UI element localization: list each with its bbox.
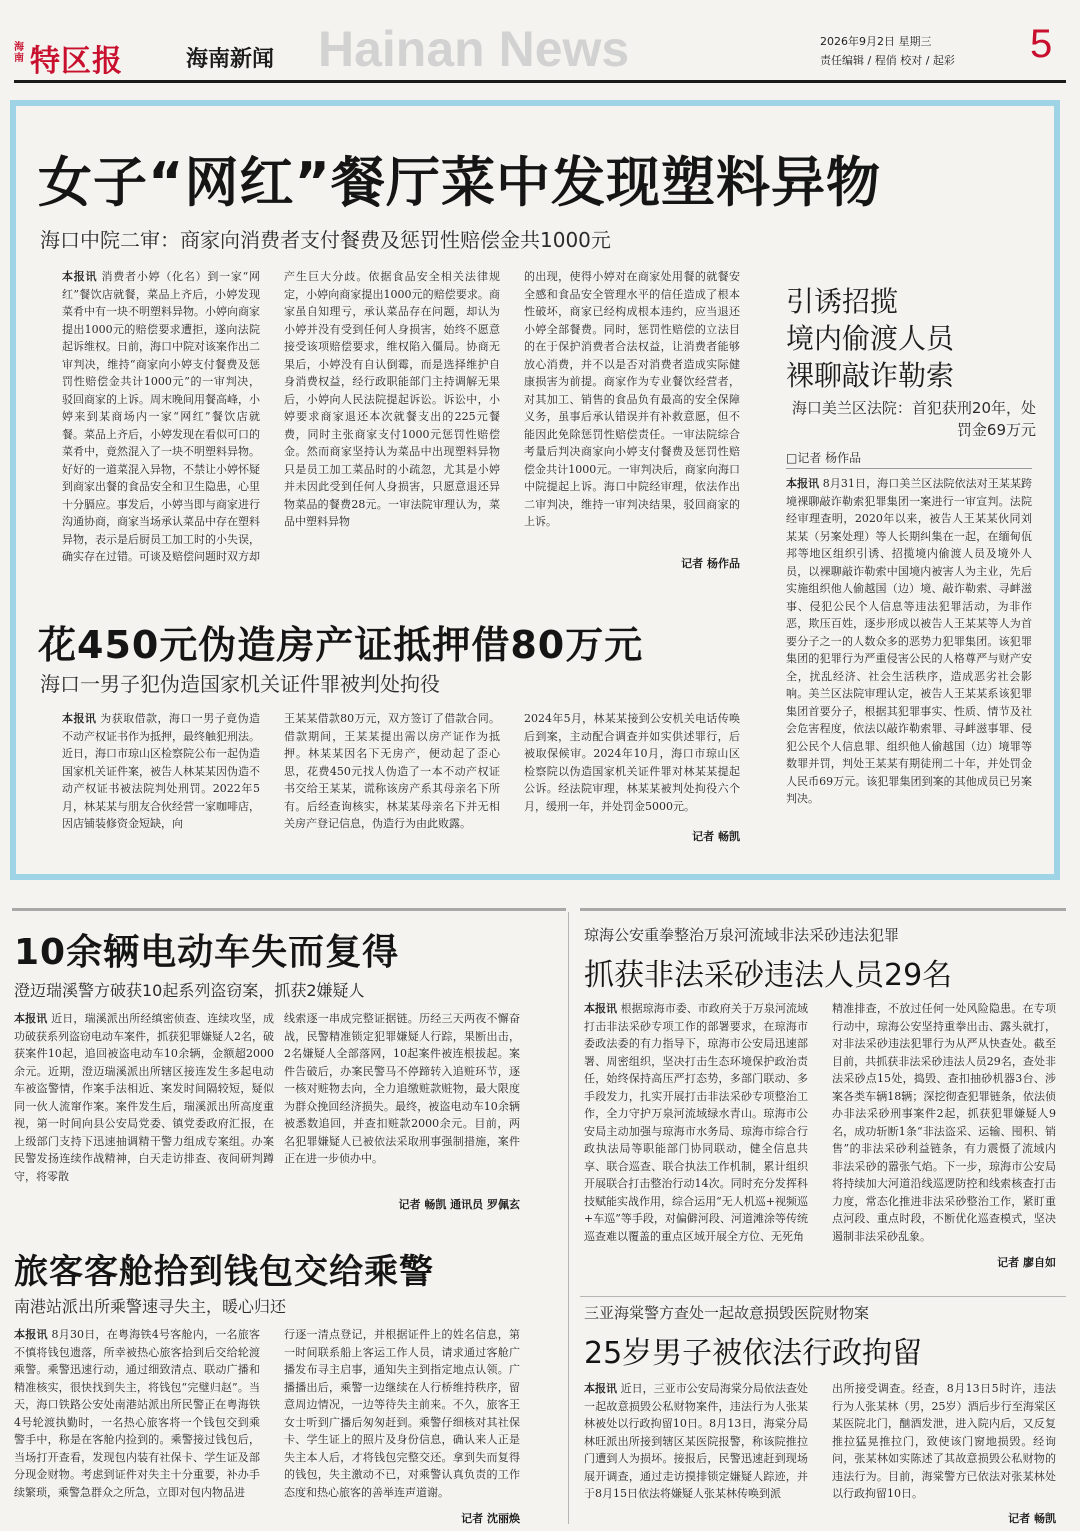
story3-headline-line-2: 境内偷渡人员 xyxy=(786,322,955,355)
story3-rule xyxy=(786,468,1032,469)
logo-small-text: 海南 xyxy=(14,42,24,64)
story6-col2-text: 精准排查，不放过任何一处风险隐患。在专项行动中，琼海公安坚持重拳出击、露头就打，对非法采砂违法犯罪行为从严从快查处。截至目前，共抓获非法采砂违法人员29名，查处非法采砂点15处，捣毁、查扣抽砂机器3台、涉案各类车辆18辆；深挖彻查犯罪链条，依法侦办非法采砂刑事案件2起，抓获犯罪嫌疑人9名，成功斩断1条“非法盗采、运输、囤积、销售”的非法采砂利益链条，有力震慑了流域内非法采砂的嚣张气焰。下一步，琼海市公安局将持续加大河道沿线巡逻防控和线索核查打击力度，常态化推进非法采砂整治工作，紧盯重点河段、重点时段，不断优化巡查模式，坚决遏制非法采砂乱象。 xyxy=(832,1002,1056,1243)
story3-headline-line-3: 裸聊敲诈勒索 xyxy=(786,359,955,392)
story5-column-2 xyxy=(284,1326,520,1506)
story3-headline-line-1: 引诱招揽 xyxy=(786,285,899,318)
story4-byline: 记者 畅凯 通讯员 罗佩玄 xyxy=(398,1198,520,1211)
story4-headline: 10余辆电动车失而复得 xyxy=(14,932,400,973)
story3-headline xyxy=(786,283,1046,394)
story5-byline: 记者 沈丽焕 xyxy=(461,1512,520,1525)
story3-subheadline: 海口美兰区法院：首犯获刑20年，处罚金69万元 xyxy=(791,399,1036,439)
story2-column-2 xyxy=(284,710,500,870)
story1-headline: 女子“网红”餐厅菜中发现塑料异物 xyxy=(38,151,881,214)
section-title-cn: 海南新闻 xyxy=(186,46,275,72)
story1-col3-text: 的出现，使得小婷对在商家处用餐的就餐安全感和食品安全管理水平的信任造成了根本性破坏，商家已经构成根本违约，应当退还小婷全部餐费。同时，惩罚性赔偿的立法目的在于保护消费者合法权益，让消费者能够放心消费，并不以是否对消费者造成实际健康损害为前提。商家作为专业餐饮经营者，对其加工、销售的食品负有最高的安全保障义务，虽事后承认错误并有补救意愿，但不能因此免除惩罚性赔偿责任。一审法院综合考量后判决商家向小婷支付餐费及惩罚性赔偿金共计1000元。一审判决后，商家向海口中院提起上诉。海口中院经审理，依法作出二审判决，维持一审判决结果，驳回商家的上诉。 xyxy=(524,270,740,528)
story4-column-2 xyxy=(284,1010,520,1188)
story7-headline: 25岁男子被依法行政拘留 xyxy=(584,1336,923,1371)
story5-column-1 xyxy=(14,1326,260,1526)
story7-column-1 xyxy=(584,1380,808,1524)
newspaper-logo xyxy=(14,36,164,79)
story6-column-1 xyxy=(584,1000,808,1298)
story1-column-3 xyxy=(524,268,740,552)
story2-byline: 记者 畅凯 xyxy=(692,830,740,843)
story3-reporter: □记者 杨作品 xyxy=(786,451,862,465)
story3-lead: 本报讯 xyxy=(786,477,820,490)
story7-rule xyxy=(580,1296,1066,1297)
story1-subheadline: 海口中院二审：商家向消费者支付餐费及惩罚性赔偿金共1000元 xyxy=(40,228,611,252)
story6-column-2 xyxy=(832,1000,1056,1250)
column-divider xyxy=(568,912,569,1524)
story7-lead: 本报讯 xyxy=(584,1382,618,1395)
story7-col2-text: 出所接受调查。经查，8月13日5时许，违法行为人张某林（男，25岁）酒后步行至海棠区某医院北门，酗酒发泄，进入院内后，又反复推拉猛晃推拉门，致使该门窗地损毁。经询问，张某林如实陈述了其故意损毁公私财物的违法行为。目前，海棠警方已依法对张某林处以行政拘留10日。 xyxy=(832,1382,1056,1500)
story6-kicker: 琼海公安重拳整治万泉河流域非法采砂违法犯罪 xyxy=(584,926,900,944)
logo-main-text: 特区报 xyxy=(30,44,123,79)
story7-byline: 记者 畅凯 xyxy=(1008,1512,1056,1525)
story4-lead: 本报讯 xyxy=(14,1012,48,1025)
story1-col2-text: 产生巨大分歧。依据食品安全相关法律规定，小婷向商家提出1000元的赔偿要求。商家虽自知理亏，承认菜品存在问题，却认为小婷并没有受到任何人身损害，始终不愿意接受该项赔偿要求，维权陷入僵局。协商无果后，小婷没有自认倒霉，而是选择维护自身消费权益，经行政职能部门主持调解无果后，小婷向人民法院提起诉讼。诉讼中，小婷要求商家退还本次就餐支出的225元餐费，同时主张商家支付1000元惩罚性赔偿金。然而商家坚持认为菜品中出现塑料异物只是员工加工菜品时的小疏忽，尤其是小婷并未因此受到任何人身损害，只愿意退还异物菜品的餐费28元。一审法院审理认为，菜品中塑料异物 xyxy=(284,270,500,528)
story6-headline: 抓获非法采砂违法人员29名 xyxy=(584,958,953,993)
story6-byline: 记者 廖自如 xyxy=(997,1256,1056,1269)
band-rule-right xyxy=(580,908,1066,911)
story2-headline: 花450元伪造房产证抵押借80万元 xyxy=(38,623,644,667)
band-rule-left xyxy=(12,908,566,911)
story4-col2-text: 线索逐一串成完整证据链。历经三天两夜不懈奋战，民警精准锁定犯罪嫌疑人行踪，果断出击，2名嫌疑人全部落网，10起案件被连根拔起。案件告破后，办案民警马不停蹄转入追赃环节，逐一核对赃物去向，全力追缴赃款赃物，最大限度为群众挽回经济损失。最终，被盗电动车10余辆被悉数追回，并查扣赃款2000余元。目前，两名犯罪嫌疑人已被依法采取刑事强制措施，案件正在进一步侦办中。 xyxy=(284,1012,520,1165)
story5-col2-text: 行逐一清点登记，并根据证件上的姓名信息，第一时间联系船上客运工作人员，请求通过客舱广播发布寻主启事，通知失主到指定地点认领。广播播出后，乘警一边继续在人行桥维持秩序，留意周边情况，一边等待失主前来。不久，旅客王女士听到广播后匆匆赶到。乘警仔细核对其社保卡、学生证上的照片及身份信息，确认来人正是失主本人后，才将钱包完整交还。拿到失而复得的钱包，失主激动不已，对乘警认真负责的工作态度和热心旅客的善举连声道谢。 xyxy=(284,1328,520,1499)
story1-byline: 记者 杨作品 xyxy=(681,557,740,570)
story2-subheadline: 海口一男子犯伪造国家机关证件罪被判处拘役 xyxy=(40,672,440,696)
story2-col2-text: 王某某借款80万元，双方签订了借款合同。借款期间，王某某提出需以房产证作为抵押。林某某因名下无房产，便动起了歪心思，花费450元找人伪造了一本不动产权证书交给王某某，谎称该房产系其母亲名下所有。后经查询核实，林某某母亲名下并无相关房产登记信息，伪造行为由此败露。 xyxy=(284,712,500,830)
story4-col1-text: 近日，瑞溪派出所经缜密侦查、连续攻坚，成功破获系列盗窃电动车案件，抓获犯罪嫌疑人2名，破获案件10起，追回被盗电动车10余辆，金额超2000余元。近期，澄迈瑞溪派出所辖区接连发生多起电动车被盗警情，作案手法相近、案发时间隔较短，疑似同一伙人流窜作案。案件发生后，瑞溪派出所高度重视，第一时间向县公安局党委、镇党委政府汇报，在上级部门支持下迅速抽调精干警力组成专案组。办案民警发扬连续作战精神，白天走访排查、夜间研判蹲守，将零散 xyxy=(14,1012,274,1183)
story1-col1-text: 消费者小婷（化名）到一家“网红”餐饮店就餐，菜品上齐后，小婷发现菜肴中有一块不明塑料异物。小婷向商家提出1000元的赔偿要求遭拒，遂向法院起诉维权。日前，海口中院对该案作出二审判决，维持“商家向小婷支付餐费及惩罚性赔偿金共计1000元”的一审判决，驳回商家的上诉。周末晚间用餐高峰，小婷来到某商场内一家“网红”餐饮店就餐。菜品上齐后，小婷发现在看似可口的菜肴中，竟然混入了一块不明塑料异物。好好的一道菜混入异物，不禁让小婷怀疑到商家出餐的食品安全和卫生隐患，心里十分膈应。事发后，小婷当即与商家进行沟通协商，商家当场承认菜品中存在塑料异物，表示是后厨员工加工时的小失误，确实存在过错。可谈及赔偿问题时双方却 xyxy=(62,270,260,563)
story7-col1-text: 近日，三亚市公安局海棠分局依法查处一起故意损毁公私财物案件，违法行为人张某林被处以行政拘留10日。8月13日，海棠分局林旺派出所接到辖区某医院报警，称该院推拉门遭到人为损坏。接报后，民警迅速赶到现场展开调查，通过走访摸排锁定嫌疑人踪迹，并于8月15日依法将嫌疑人张某林传唤到派 xyxy=(584,1382,808,1500)
page-number: 5 xyxy=(1030,22,1053,66)
section-title-en: Hainan News xyxy=(318,21,630,77)
story2-lead: 本报讯 xyxy=(62,712,97,725)
story2-column-3 xyxy=(524,710,740,828)
date-line: 2026年9月2日 星期三 xyxy=(820,35,932,48)
story4-subheadline: 澄迈瑞溪警方破获10起系列盗窃案，抓获2嫌疑人 xyxy=(14,981,365,1000)
story5-headline: 旅客客舱拾到钱包交给乘警 xyxy=(14,1252,434,1292)
story1-column-2 xyxy=(284,268,500,568)
story4-column-1 xyxy=(14,1010,274,1214)
story2-column-1 xyxy=(62,710,260,870)
editors-line: 责任编辑 / 程俏 校对 / 起彩 xyxy=(820,54,955,67)
story7-column-2 xyxy=(832,1380,1056,1504)
story5-lead: 本报讯 xyxy=(14,1328,48,1341)
story1-column-1 xyxy=(62,268,260,568)
masthead xyxy=(0,0,1080,92)
story7-kicker: 三亚海棠警方查处一起故意损毁医院财物案 xyxy=(584,1304,870,1322)
story5-subheadline: 南港站派出所乘警速寻失主，暖心归还 xyxy=(14,1297,287,1316)
story3-body-text: 8月31日，海口美兰区法院依法对王某某跨境裸聊敲诈勒索犯罪集团一案进行一审宣判。法院经审理查明，2020年以来，被告人王某某伙同刘某某（另案处理）等人长期纠集在一起，在缅甸佤邦等地区组织引诱、招揽境内偷渡人员及境外人员，以裸聊敲诈勒索中国境内被害人为主业，先后实施组织他人偷越国（边）境、敲诈勒索、寻衅滋事、侵犯公民个人信息等违法犯罪活动，为非作恶，欺压百姓，逐步形成以被告人王某某等人为首要分子之一的人数众多的恶势力犯罪集团。该犯罪集团的犯罪行为严重侵害公民的人格尊严与财产安全，扰乱经济、社会生活秩序，造成恶劣社会影响。美兰区法院审理认定，被告人王某某系该犯罪集团首要分子，根据其犯罪事实、性质、情节及社会危害程度，依法以敲诈勒索罪、寻衅滋事罪、侵犯公民个人信息罪、组织他人偷越国（边）境罪等数罪并罚，判处王某某有期徒刑二十年，并处罚金人民币69万元。该犯罪集团到案的其他成员已另案判决。 xyxy=(786,477,1032,805)
story2-col3-text: 2024年5月，林某某接到公安机关电话传唤后到案，主动配合调查并如实供述罪行，后被取保候审。2024年10月，海口市琼山区检察院以伪造国家机关证件罪对林某某提起公诉。经法院审理，林某某被判处拘役六个月，缓刑一年，并处罚金5000元。 xyxy=(524,712,740,813)
story6-lead: 本报讯 xyxy=(584,1002,618,1015)
story3-body xyxy=(786,475,1032,847)
masthead-rule xyxy=(14,80,1066,83)
story2-col1-text: 为获取借款，海口一男子竟伪造不动产权证书作为抵押，最终触犯刑法。近日，海口市琼山区检察院公布一起伪造国家机关证件案，被告人林某某因伪造不动产权证书被法院判处刑罚。2022年5月，林某某与朋友合伙经营一家咖啡店，因店铺装修资金短缺，向 xyxy=(62,712,260,830)
story6-col1-text: 根据琼海市委、市政府关于万泉河流域打击非法采砂专项工作的部署要求，在琼海市委政法委的有力指导下，琼海市公安局迅速部署、周密组织，坚决打击生态环境保护政治责任，始终保持高压严打态势，多部门联动、多手段发力，扎实开展打击非法采砂专项整治工作，全力守护万泉河流域绿水青山。琼海市公安局主动加强与琼海市水务局、琼海市综合行政执法局等职能部门协同联动，健全信息共享、联合巡查、联合执法工作机制，累计组织开展联合打击整治行动14次。同时充分发挥科技赋能实战作用，综合运用“无人机巡+视频巡+车巡”等手段，对偏僻河段、河道滩涂等传统巡查难以覆盖的重点区域开展全方位、无死角 xyxy=(584,1002,808,1243)
story1-lead: 本报讯 xyxy=(62,270,98,283)
story5-col1-text: 8月30日，在粤海铁4号客舱内，一名旅客不慎将钱包遗落，所幸被热心旅客拾到后交给轮渡乘警。乘警迅速行动，通过细致清点、联动广播和精准核实，很快找到失主，将钱包“完璧归赵”。当天，海口铁路公安处南港站派出所民警正在粤海铁4号轮渡执勤时，一名热心旅客将一个钱包交到乘警手中，称是在客舱内捡到的。乘警接过钱包后，当场打开查看，发现包内装有社保卡、学生证及部分现金财物。考虑到证件对失主十分重要，补办手续繁琐，乘警急群众之所急，立即对包内物品进 xyxy=(14,1328,260,1499)
